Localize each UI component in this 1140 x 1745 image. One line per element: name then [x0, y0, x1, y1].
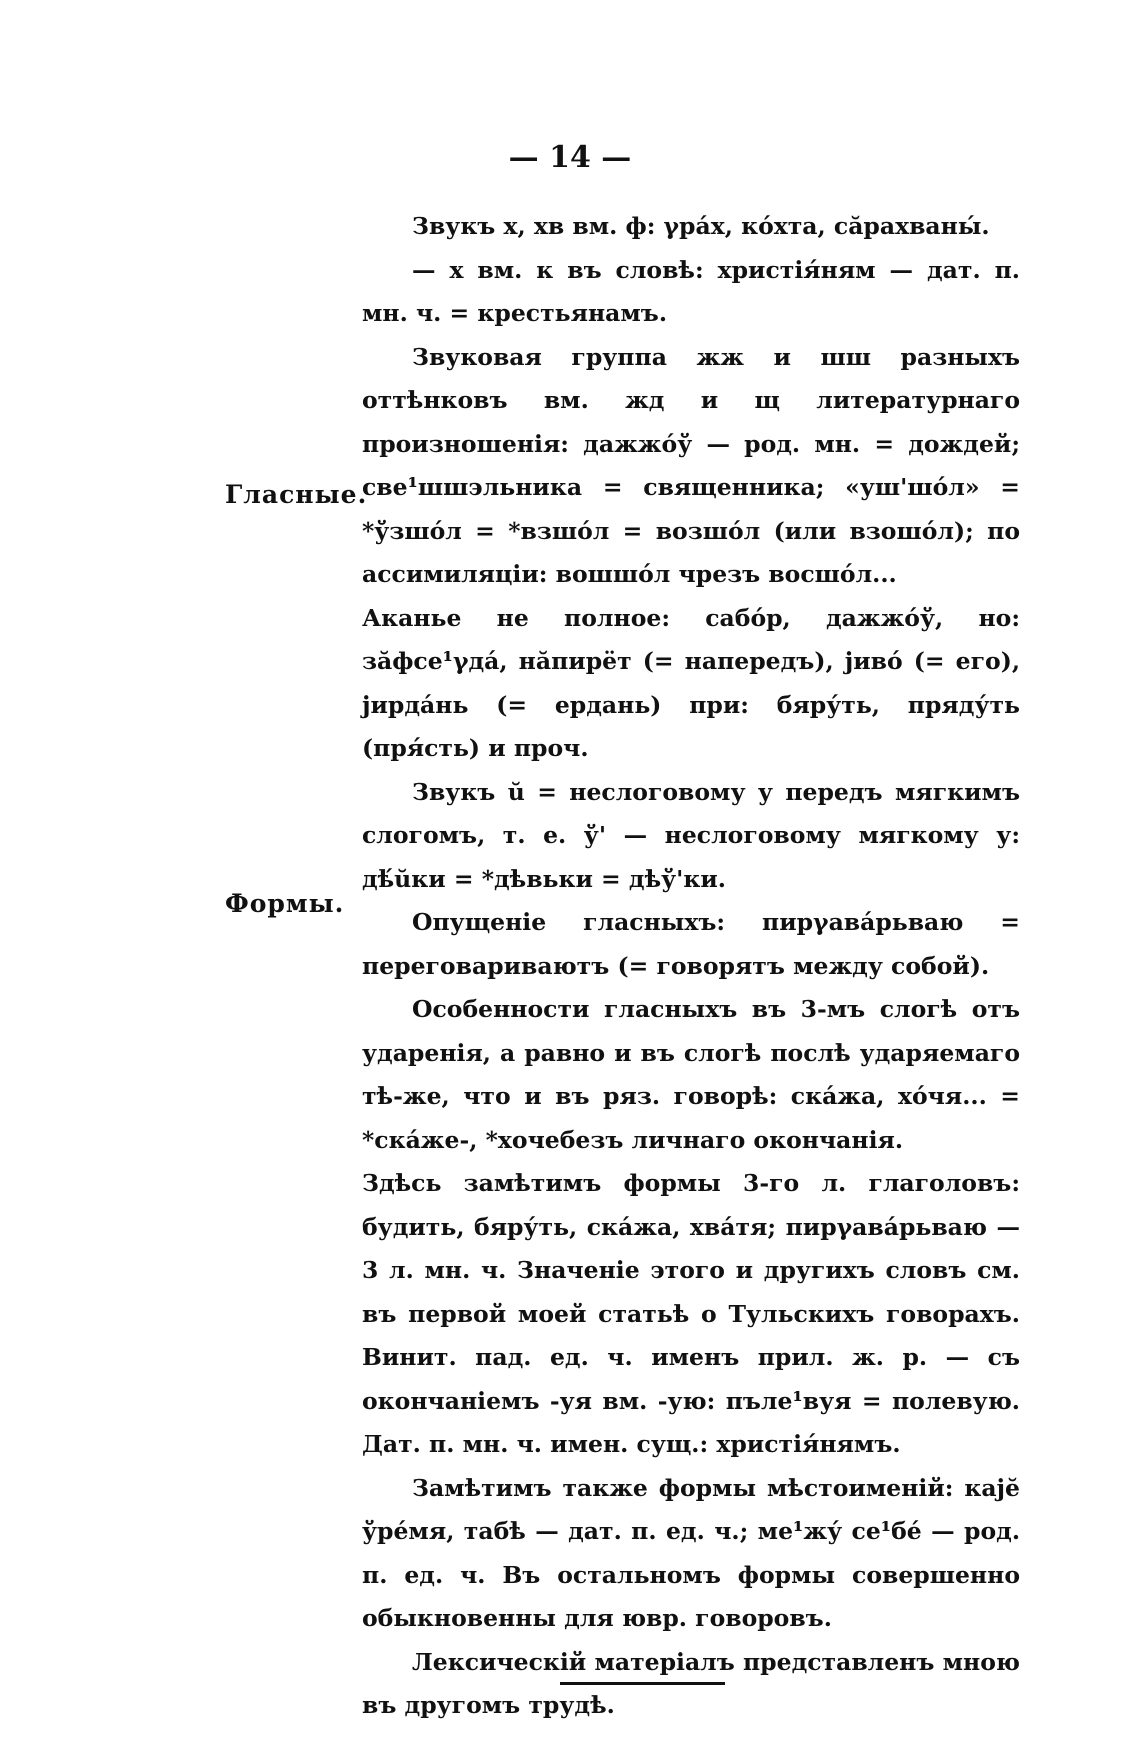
paragraph: Здѣсь замѣтимъ формы 3-го л. глаголовъ: будить, бяру́ть, ска́жа, хва́тя; пирγава́рьваю — 3 л. мн. ч. Значеніе этого и другихъ словъ см. въ первой моей статьѣ о Тульскихъ говорахъ. Винит. пад. ед. ч. именъ прил. ж. р. — съ окончаніемъ -уя вм. -ую: пъле¹вуя = полевую. Дат. п. мн. ч. имен. сущ.: христія́нямъ.	[362, 1169, 1020, 1458]
main-text	[362, 205, 1020, 1728]
paragraph: — х вм. к въ словѣ: христія́ням — дат. п. мн. ч. = крестьянамъ.	[362, 255, 1020, 327]
paragraph: Опущеніе гласныхъ: пирγава́рьваю = переговариваютъ (= говорятъ между собой).	[362, 908, 1020, 980]
paragraph: Звуковая группа жж и шш разныхъ оттѣнковъ вм. жд и щ литературнаго произношенія: дажжо́ў — род. мн. = дождей; све¹шшэльника = священника; «уш'шо́л» = *ўзшо́л = *взшо́л = возшо́л (или взошо́л); по ассимиляціи: вошшо́л чрезъ восшо́л...	[362, 342, 1020, 588]
page-number: — 14 —	[508, 140, 632, 175]
paragraph: Аканье не полное: сабо́р, дажжо́ў, но: зӑфсе¹γда́, нӑпирёт (= напередъ), јиво́ (= его), јирда́нь (= ердань) при: бяру́ть, пряду́ть (пря́сть) и проч.	[362, 603, 1020, 762]
side-label-vowels: Гласные.	[225, 480, 368, 509]
paragraph: Звукъ ŭ = неслоговому у передъ мягкимъ слогомъ, т. е. ў' — неслоговому мягкому у: дѣ́ŭки = *дѣвьки = дѣў'ки.	[362, 777, 1020, 893]
paragraph: Звукъ х, хв вм. ф: γра́х, ко́хта, сӑрахваны́.	[412, 212, 990, 240]
paragraph: Лексическій матеріалъ представленъ мною въ другомъ трудѣ.	[362, 1647, 1020, 1719]
paragraph: Замѣтимъ также формы мѣстоименій: кајӗ ўре́мя, табѣ — дат. п. ед. ч.; ме¹жу́ се¹бе́ — род. п. ед. ч. Въ остальномъ формы совершенно обыкновенны для ювр. говоровъ.	[362, 1473, 1020, 1632]
end-rule	[560, 1682, 725, 1685]
paragraph: Особенности гласныхъ въ 3-мъ слогѣ отъ ударенія, а равно и въ слогѣ послѣ ударяемаго тѣ-же, что и въ ряз. говорѣ: ска́жа, хо́чя... = *ска́же-, *хочебезъ личнаго окончанія.	[362, 995, 1020, 1154]
side-label-forms: Формы.	[225, 889, 345, 918]
